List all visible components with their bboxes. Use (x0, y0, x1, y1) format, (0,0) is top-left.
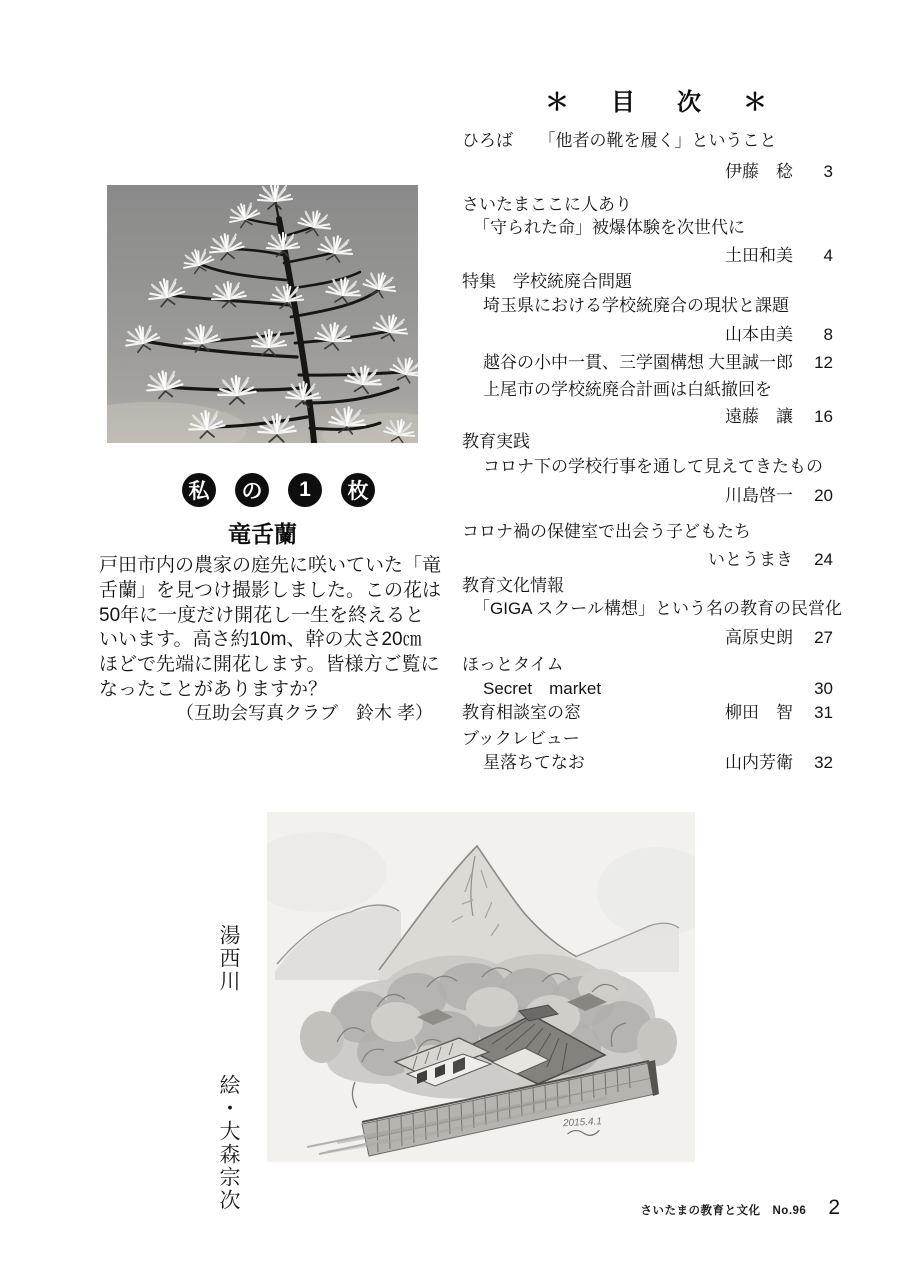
toc-row (462, 352, 833, 374)
toc-row (462, 130, 833, 152)
toc-entry-author: 伊藤 稔 (725, 162, 793, 181)
toc-row (462, 245, 833, 267)
toc-entry-title: さいたまここに人あり (462, 195, 632, 214)
toc-row (462, 575, 833, 597)
photo-description-line: 50年に一度だけ開花し一生を終えると (99, 604, 425, 626)
toc-row (462, 271, 833, 293)
toc-row (462, 627, 833, 649)
drawing-caption-title: 湯西川 (217, 924, 240, 993)
table-of-contents (462, 0, 842, 800)
toc-row (462, 324, 833, 346)
page-number: 2 (828, 1196, 840, 1219)
toc-entry-title: 「GIGA スクール構想」という名の教育の民営化 (473, 599, 842, 618)
toc-row (462, 752, 833, 774)
photo-description-line: 戸田市内の農家の庭先に咲いていた「竜 (99, 555, 442, 576)
toc-entry-title: 特集 学校統廃合問題 (462, 272, 632, 291)
toc-entry-title: コロナ禍の保健室で出会う子どもたち (462, 522, 751, 541)
toc-row (462, 485, 833, 507)
toc-entry-page: 16 (814, 407, 833, 426)
toc-row (462, 431, 833, 453)
toc-entry-title: 埼玉県における学校統廃合の現状と課題 (483, 296, 789, 315)
signature-date: 2015.4.1 (562, 1116, 603, 1130)
toc-row (462, 295, 833, 317)
toc-entry-author: 山本由美 (725, 325, 793, 344)
my-one-photo-badge (182, 473, 375, 507)
toc-row (462, 521, 833, 543)
toc-entry-author: いとうまき (708, 550, 793, 569)
badge-char: の (235, 473, 269, 507)
page-footer (640, 1196, 840, 1220)
toc-entry-page: 24 (814, 550, 833, 569)
toc-row (462, 598, 842, 620)
toc-entry-page: 27 (814, 628, 833, 647)
toc-entry-page: 12 (814, 353, 833, 372)
toc-row (462, 161, 833, 183)
toc-row (462, 678, 833, 700)
toc-entry-title: 星落ちてなお (483, 753, 585, 772)
toc-row (462, 654, 833, 676)
photo-description-line: 舌蘭」を見つけ撮影しました。この花は (99, 579, 442, 601)
toc-entry-page: 31 (814, 703, 833, 722)
toc-entry-title: 教育文化情報 (462, 576, 564, 595)
toc-entry-author: 大里誠一郎 (708, 353, 793, 372)
toc-row (462, 217, 833, 239)
toc-entry-page: 32 (814, 753, 833, 772)
photo-credit: （互助会写真クラブ 鈴木 孝） (176, 703, 433, 723)
badge-char: 1 (288, 473, 322, 507)
toc-entry-page: 30 (814, 679, 833, 698)
toc-entry-page: 20 (814, 486, 833, 505)
photo-description-line: いいます。高さ約10m、幹の太さ20㎝ (99, 629, 422, 651)
toc-entry-title: Secret market (483, 679, 602, 698)
yunishigawa-drawing-image (267, 812, 695, 1162)
journal-title: さいたまの教育と文化 No.96 (640, 1205, 807, 1217)
badge-char: 枚 (341, 473, 375, 507)
toc-entry-title: ほっとタイム (462, 655, 564, 674)
toc-row (462, 728, 833, 750)
toc-entry-title: 教育相談室の窓 (462, 703, 581, 722)
toc-row (462, 194, 833, 216)
photo-title: 竜舌蘭 (228, 521, 297, 547)
drawing-caption-credit: 絵・大森宗次 (217, 1074, 240, 1212)
agave-photo (107, 185, 418, 443)
badge-char: 私 (182, 473, 216, 507)
photo-description (99, 554, 442, 703)
toc-entry-title: 「守られた命」被爆体験を次世代に (473, 218, 745, 237)
toc-entry-page: 8 (823, 325, 833, 344)
toc-entry-page: 3 (823, 162, 833, 181)
toc-row (462, 456, 833, 478)
toc-row (462, 406, 833, 428)
toc-entry-title: 上尾市の学校統廃合計画は白紙撤回を (483, 380, 772, 399)
toc-entry-author: 柳田 智 (725, 703, 793, 722)
toc-entry-author: 遠藤 讓 (725, 407, 793, 426)
photo-description-line: なったことがありますか？ (99, 678, 328, 700)
toc-entry-title: ひろば 「他者の靴を履く」ということ (462, 131, 777, 150)
toc-title: ＊ 目 次 ＊ (545, 89, 776, 116)
toc-entry-author: 山内芳衛 (725, 753, 793, 772)
photo-description-line: ほどで先端に開花します。皆様方ご覧に (99, 654, 440, 676)
toc-row (462, 702, 833, 724)
agave-photo-image (107, 185, 418, 443)
toc-entry-author: 川島啓一 (725, 486, 793, 505)
toc-entry-author: 高原史朗 (725, 628, 793, 647)
drawing-caption (213, 924, 243, 1212)
toc-row (462, 379, 833, 401)
toc-entry-title: ブックレビュー (462, 729, 580, 748)
toc-row (462, 549, 833, 571)
toc-entry-author: 土田和美 (725, 246, 793, 265)
toc-entry-title: 教育実践 (462, 432, 530, 451)
toc-entry-title: コロナ下の学校行事を通して見えてきたもの (483, 457, 823, 476)
toc-entry-title: 越谷の小中一貫、三学園構想 (483, 353, 704, 372)
toc-entry-page: 4 (823, 246, 833, 265)
yunishigawa-drawing (267, 812, 695, 1162)
